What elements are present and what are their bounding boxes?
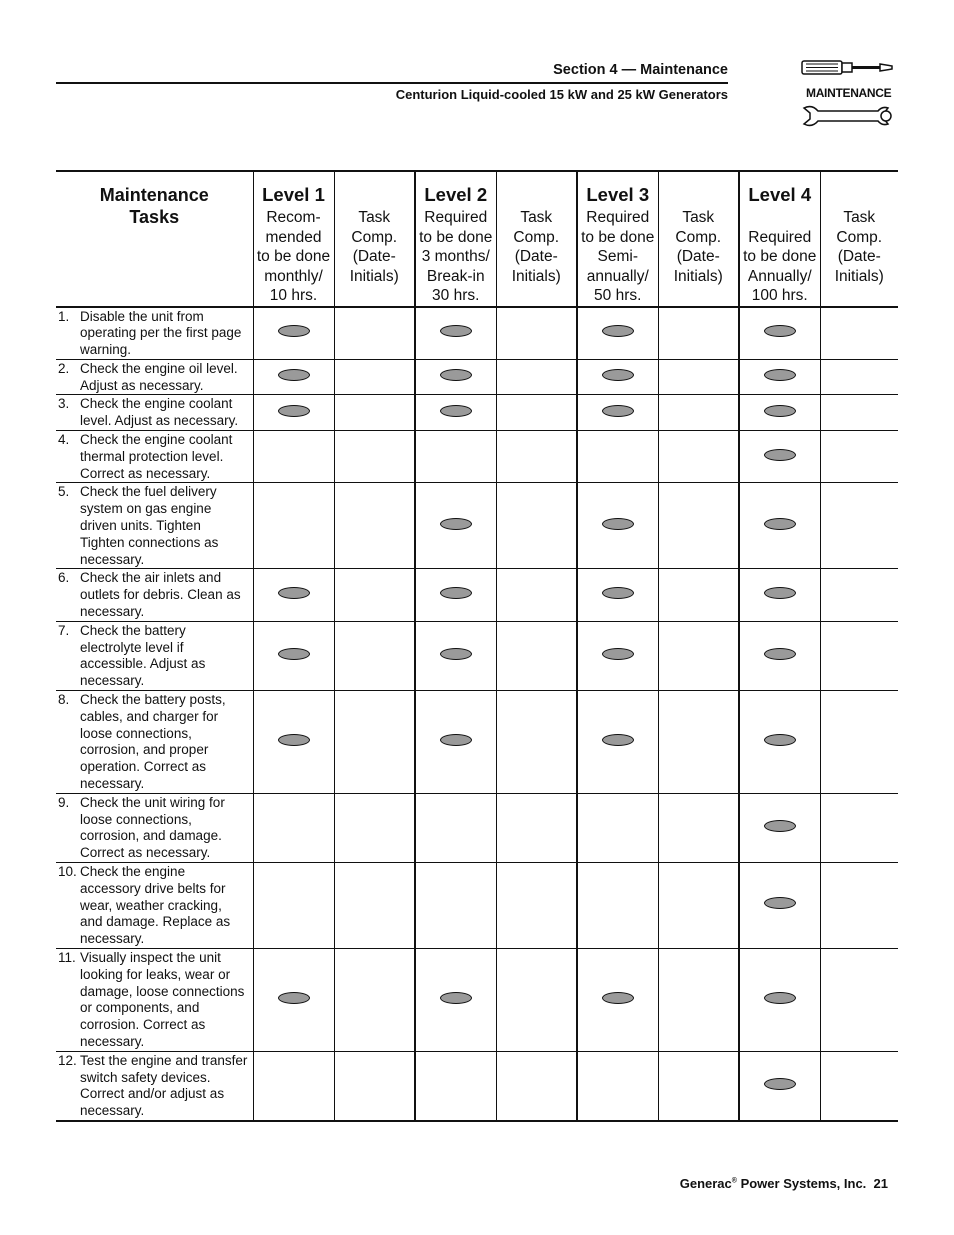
required-marker-icon: [764, 325, 796, 337]
required-marker-icon: [440, 587, 472, 599]
task-text: Check the battery electrolyte level if accessible. Adjust as necessary.: [80, 622, 206, 689]
task-description: [56, 569, 253, 621]
level-3-cell: [577, 569, 658, 621]
level-3-cell: [577, 1051, 658, 1121]
task-text: Check the unit wiring for loose connections, corrosion, and damage. Correct as necessary.: [80, 794, 225, 861]
task-comp-cell[interactable]: [658, 395, 739, 431]
level-1-cell: [253, 621, 334, 690]
required-marker-icon: [764, 734, 796, 746]
task-comp-cell[interactable]: [658, 691, 739, 794]
task-row: [56, 307, 898, 360]
level-4-cell: [739, 569, 820, 621]
level-2-cell: [415, 691, 496, 794]
task-comp-cell[interactable]: [496, 793, 577, 862]
task-comp-cell[interactable]: [334, 483, 415, 569]
required-marker-icon: [440, 405, 472, 417]
required-marker-icon: [764, 897, 796, 909]
task-description: [56, 431, 253, 483]
level-4-cell: [739, 691, 820, 794]
required-marker-icon: [440, 369, 472, 381]
level-2-cell: [415, 863, 496, 949]
task-comp-cell[interactable]: [496, 395, 577, 431]
task-row: [56, 359, 898, 395]
level-2-cell: [415, 621, 496, 690]
task-comp-cell[interactable]: [334, 395, 415, 431]
task-comp-cell[interactable]: [334, 863, 415, 949]
level-3-cell: [577, 793, 658, 862]
task-comp-cell[interactable]: [496, 307, 577, 360]
required-marker-icon: [278, 587, 310, 599]
required-marker-icon: [278, 648, 310, 660]
task-row: [56, 1051, 898, 1121]
level-4-cell: [739, 307, 820, 360]
required-marker-icon: [602, 405, 634, 417]
task-comp-cell[interactable]: [334, 569, 415, 621]
level-3-cell: [577, 691, 658, 794]
task-comp-cell[interactable]: [334, 621, 415, 690]
task-comp-header: Task Comp. (Date- Initials): [820, 172, 898, 307]
level-1-header: Level 1 Recom- mended to be done monthly/ 10 hrs.: [253, 172, 334, 307]
task-description: [56, 863, 253, 949]
task-text: Test the engine and transfer switch safety devices. Correct and/or adjust as necessary.: [80, 1052, 248, 1119]
task-number: 12.: [58, 1052, 77, 1068]
task-text: Check the air inlets and outlets for debris. Clean as necessary.: [80, 570, 241, 620]
required-marker-icon: [602, 325, 634, 337]
task-row: [56, 395, 898, 431]
level-1-cell: [253, 395, 334, 431]
section-title: Section 4 — Maintenance: [553, 62, 728, 78]
task-comp-cell[interactable]: [820, 569, 898, 621]
task-text: Check the battery posts, cables, and charger for loose connections, corrosion, and proper operation. Correct as necessary.: [80, 692, 226, 792]
task-text: Check the engine coolant level. Adjust as necessary.: [80, 396, 239, 429]
required-marker-icon: [278, 734, 310, 746]
required-marker-icon: [602, 518, 634, 530]
task-comp-cell[interactable]: [496, 863, 577, 949]
level-4-cell: [739, 359, 820, 395]
level-2-cell: [415, 569, 496, 621]
task-comp-cell[interactable]: [496, 569, 577, 621]
task-comp-cell[interactable]: [496, 431, 577, 483]
task-number: 4.: [58, 432, 70, 448]
level-3-cell: [577, 307, 658, 360]
task-row: [56, 948, 898, 1051]
task-number: 10.: [58, 864, 77, 879]
required-marker-icon: [440, 648, 472, 660]
badge-label: MAINTENANCE: [806, 86, 892, 100]
task-text: Check the engine coolant thermal protection level. Correct as necessary.: [80, 432, 233, 481]
task-description: [56, 621, 253, 690]
level-4-header: Level 4 Required to be done Annually/ 100 hrs.: [739, 172, 820, 307]
footer-company-rest: Power Systems, Inc.: [736, 1176, 867, 1191]
required-marker-icon: [440, 325, 472, 337]
task-number: 8.: [58, 692, 70, 708]
task-comp-cell[interactable]: [820, 395, 898, 431]
level-1-cell: [253, 483, 334, 569]
task-number: 5.: [58, 484, 70, 500]
level-1-cell: [253, 948, 334, 1051]
level-1-cell: [253, 307, 334, 360]
required-marker-icon: [764, 1078, 796, 1090]
required-marker-icon: [278, 992, 310, 1004]
task-comp-cell[interactable]: [820, 483, 898, 569]
level-2-cell: [415, 1051, 496, 1121]
level-1-cell: [253, 569, 334, 621]
level-2-header: Level 2 Required to be done 3 months/ Break-in 30 hrs.: [415, 172, 496, 307]
level-2-cell: [415, 359, 496, 395]
level-4-cell: [739, 793, 820, 862]
task-comp-cell[interactable]: [658, 569, 739, 621]
level-3-header: Level 3 Required to be done Semi- annually/ 50 hrs.: [577, 172, 658, 307]
level-4-cell: [739, 863, 820, 949]
task-row: [56, 793, 898, 862]
level-3-cell: [577, 431, 658, 483]
task-text: Check the engine accessory drive belts for wear, weather cracking, and damage. Replace as necessary.: [80, 864, 231, 947]
task-text: Check the engine oil level. Adjust as necessary.: [80, 360, 238, 393]
task-comp-cell[interactable]: [334, 1051, 415, 1121]
task-number: 6.: [58, 570, 70, 586]
task-text: Disable the unit from operating per the first page warning.: [80, 308, 242, 358]
task-row: [56, 691, 898, 794]
task-number: 11.: [58, 949, 76, 965]
task-comp-cell[interactable]: [658, 793, 739, 862]
task-comp-cell[interactable]: [496, 359, 577, 395]
task-comp-cell[interactable]: [820, 863, 898, 949]
task-number: 3.: [58, 396, 70, 412]
task-comp-cell[interactable]: [820, 431, 898, 483]
task-number: 1.: [58, 308, 70, 324]
required-marker-icon: [764, 369, 796, 381]
task-comp-header: Task Comp. (Date- Initials): [334, 172, 415, 307]
level-4-cell: [739, 431, 820, 483]
task-comp-cell[interactable]: [496, 1051, 577, 1121]
level-2-cell: [415, 793, 496, 862]
task-number: 2.: [58, 360, 70, 376]
level-2-cell: [415, 431, 496, 483]
required-marker-icon: [602, 734, 634, 746]
level-1-cell: [253, 793, 334, 862]
task-comp-cell[interactable]: [334, 431, 415, 483]
task-comp-cell[interactable]: [658, 863, 739, 949]
task-comp-cell[interactable]: [496, 483, 577, 569]
task-comp-cell[interactable]: [334, 691, 415, 794]
level-4-cell: [739, 483, 820, 569]
task-comp-cell[interactable]: [820, 1051, 898, 1121]
task-number: 7.: [58, 622, 70, 638]
task-description: [56, 793, 253, 862]
footer-company: Generac: [679, 1176, 732, 1191]
task-comp-cell[interactable]: [820, 793, 898, 862]
task-comp-cell[interactable]: [820, 948, 898, 1051]
task-comp-cell[interactable]: [658, 359, 739, 395]
maintenance-badge: [800, 58, 896, 130]
task-description: [56, 691, 253, 794]
required-marker-icon: [602, 369, 634, 381]
required-marker-icon: [440, 734, 472, 746]
level-4-cell: [739, 621, 820, 690]
level-1-cell: [253, 1051, 334, 1121]
task-comp-cell[interactable]: [658, 483, 739, 569]
level-1-cell: [253, 691, 334, 794]
level-4-cell: [739, 1051, 820, 1121]
task-number: 9.: [58, 794, 70, 810]
tasks-column-header: Maintenance Tasks: [56, 172, 253, 307]
task-description: [56, 359, 253, 395]
required-marker-icon: [440, 518, 472, 530]
task-comp-cell[interactable]: [496, 691, 577, 794]
required-marker-icon: [764, 449, 796, 461]
task-comp-cell[interactable]: [820, 691, 898, 794]
task-comp-cell[interactable]: [820, 359, 898, 395]
task-description: [56, 395, 253, 431]
task-comp-cell[interactable]: [658, 307, 739, 360]
task-row: [56, 621, 898, 690]
task-comp-cell[interactable]: [334, 948, 415, 1051]
required-marker-icon: [602, 648, 634, 660]
task-comp-cell[interactable]: [658, 621, 739, 690]
task-comp-cell[interactable]: [658, 431, 739, 483]
task-comp-cell[interactable]: [334, 359, 415, 395]
task-comp-header: Task Comp. (Date- Initials): [496, 172, 577, 307]
screwdriver-icon: [800, 58, 894, 78]
task-row: [56, 569, 898, 621]
required-marker-icon: [602, 587, 634, 599]
task-description: [56, 483, 253, 569]
required-marker-icon: [764, 518, 796, 530]
required-marker-icon: [602, 992, 634, 1004]
task-comp-cell[interactable]: [658, 948, 739, 1051]
task-description: [56, 948, 253, 1051]
task-comp-cell[interactable]: [496, 948, 577, 1051]
task-row: [56, 431, 898, 483]
header-rule: [56, 82, 728, 84]
required-marker-icon: [764, 820, 796, 832]
level-1-cell: [253, 431, 334, 483]
level-3-cell: [577, 948, 658, 1051]
level-1-cell: [253, 863, 334, 949]
task-row: [56, 863, 898, 949]
task-description: [56, 307, 253, 360]
document-subtitle: Centurion Liquid-cooled 15 kW and 25 kW Generators: [395, 87, 728, 102]
level-3-cell: [577, 621, 658, 690]
task-comp-cell[interactable]: [496, 621, 577, 690]
required-marker-icon: [278, 369, 310, 381]
level-1-cell: [253, 359, 334, 395]
task-comp-cell[interactable]: [334, 793, 415, 862]
wrench-icon: [800, 103, 894, 129]
level-3-cell: [577, 483, 658, 569]
level-2-cell: [415, 395, 496, 431]
task-comp-cell[interactable]: [658, 1051, 739, 1121]
task-comp-cell[interactable]: [820, 621, 898, 690]
page-number: 21: [873, 1176, 888, 1191]
page-footer: [680, 1176, 888, 1191]
level-4-cell: [739, 948, 820, 1051]
required-marker-icon: [278, 325, 310, 337]
level-3-cell: [577, 395, 658, 431]
level-3-cell: [577, 359, 658, 395]
required-marker-icon: [764, 992, 796, 1004]
required-marker-icon: [278, 405, 310, 417]
task-text: Visually inspect the unit looking for leaks, wear or damage, loose connections or components, and corrosion. Correct as necessary.: [80, 949, 245, 1049]
registered-mark: ®: [731, 1177, 737, 1185]
required-marker-icon: [764, 405, 796, 417]
task-row: [56, 483, 898, 569]
required-marker-icon: [764, 648, 796, 660]
level-3-cell: [577, 863, 658, 949]
level-2-cell: [415, 948, 496, 1051]
level-4-cell: [739, 395, 820, 431]
level-2-cell: [415, 307, 496, 360]
required-marker-icon: [440, 992, 472, 1004]
level-2-cell: [415, 483, 496, 569]
task-comp-cell[interactable]: [820, 307, 898, 360]
task-comp-cell[interactable]: [334, 307, 415, 360]
task-description: [56, 1051, 253, 1121]
task-comp-header: Task Comp. (Date- Initials): [658, 172, 739, 307]
required-marker-icon: [764, 587, 796, 599]
task-text: Check the fuel delivery system on gas engine driven units. Tighten Tighten connections as necessary.: [80, 484, 219, 567]
